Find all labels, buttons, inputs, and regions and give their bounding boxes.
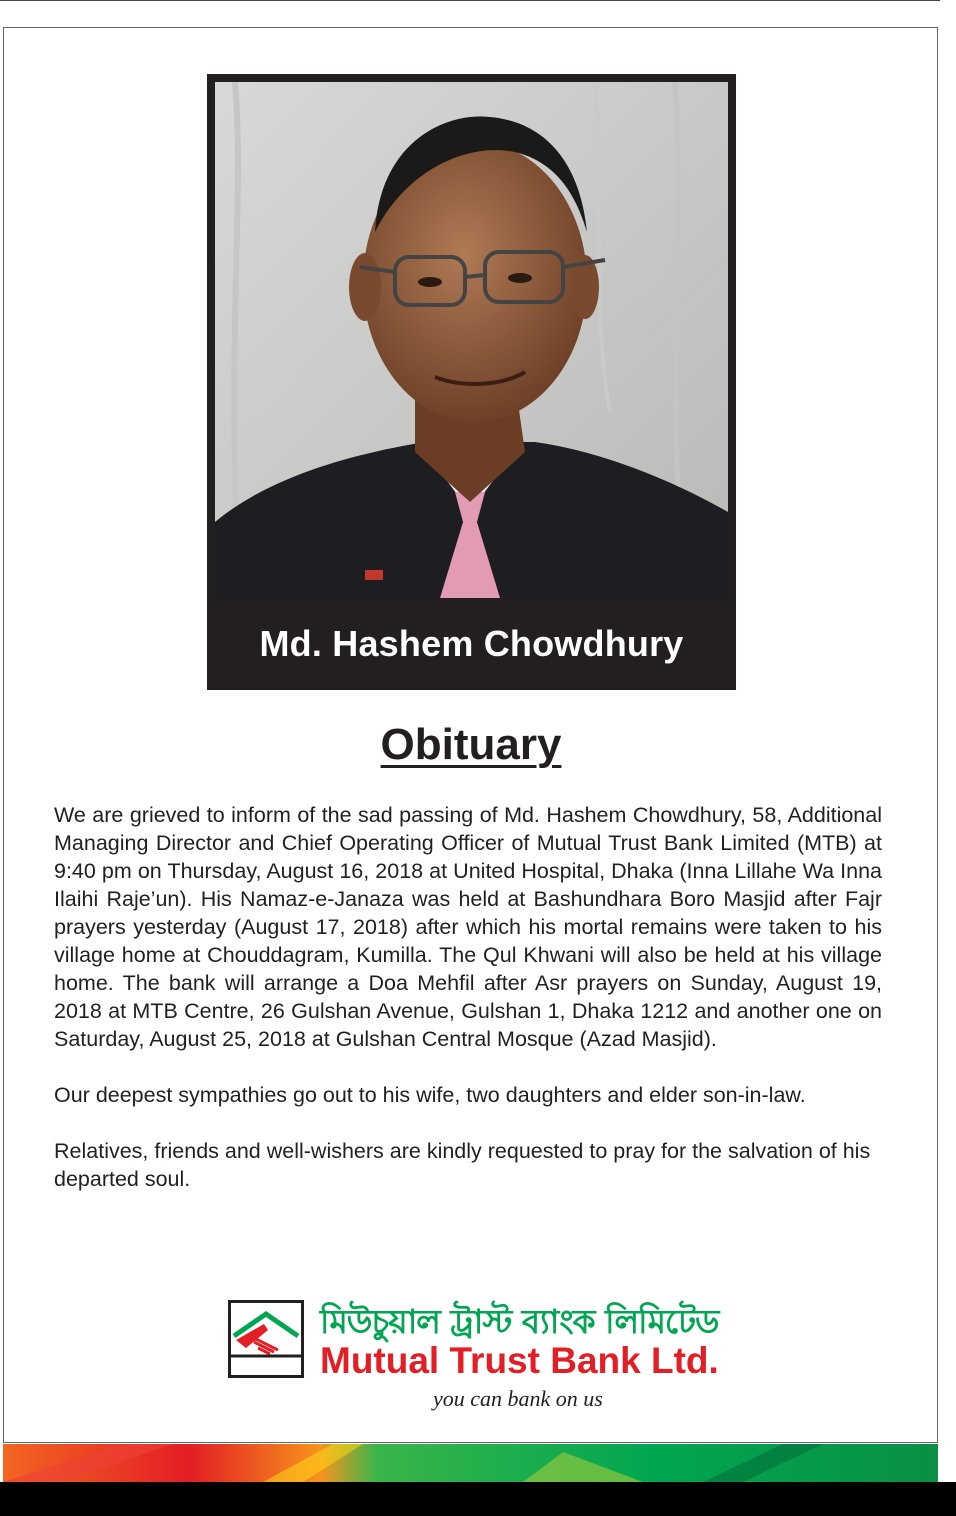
bottom-black-bar xyxy=(0,1482,956,1516)
sympathy-paragraph: Our deepest sympathies go out to his wife, two daughters and elder son-in-law. xyxy=(54,1083,806,1107)
portrait-photo xyxy=(215,82,728,598)
prayer-paragraph: Relatives, friends and well-wishers are kindly requested to pray for the salvation of his departed soul. xyxy=(54,1139,871,1191)
bank-name-bengali: মিউচুয়াল ট্রাস্ট ব্যাংক লিমিটেড xyxy=(320,1302,719,1341)
page-title: Obituary xyxy=(380,720,562,769)
bank-tagline: you can bank on us xyxy=(433,1386,603,1411)
decorative-brand-strip xyxy=(3,1444,938,1482)
handshake-house-icon xyxy=(228,1300,304,1378)
obituary-body xyxy=(54,801,882,1221)
deceased-name: Md. Hashem Chowdhury xyxy=(259,623,684,664)
bank-name-english: Mutual Trust Bank Ltd. xyxy=(320,1340,719,1381)
top-rule xyxy=(0,0,940,1)
obituary-paragraph: We are grieved to inform of the sad passing of Md. Hashem Chowdhury, 58, Additional Managing Director and Chief Operating Officer of Mutual Trust Bank Limited (MTB) at 9:40 pm on Thursday, August 16, 2018 at United Hospital, Dhaka (Inna Lillahe Wa Inna Ilaihi Raje’un). His Namaz-e-Janaza was held at Bashundhara Boro Masjid after Fajr prayers yesterday (August 17, 2018) after which his mortal remains were taken to his village home at Chouddagram, Kumilla. The Qul Khwani will also be held at his village home. The bank will arrange a Doa Mehfil after Asr prayers on Sunday, August 19, 2018 at MTB Centre, 26 Gulshan Avenue, Gulshan 1, Dhaka 1212 and another one on Saturday, August 25, 2018 at Gulshan Central Mosque (Azad Masjid). xyxy=(54,803,882,1051)
